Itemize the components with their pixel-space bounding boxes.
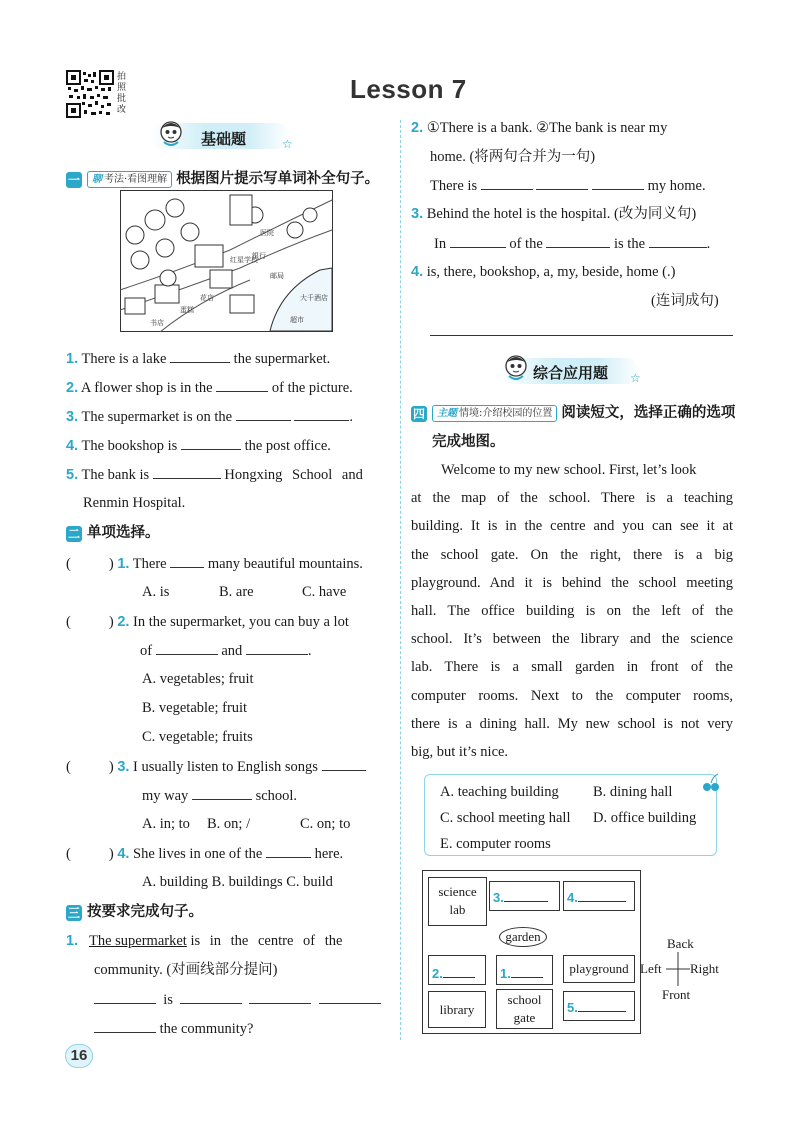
choice-q4: ( ) 4. She lives in one of the here. [66, 846, 344, 862]
answer-blank[interactable] [649, 234, 707, 248]
map-slot-4[interactable]: 4. [563, 881, 635, 911]
answer-blank[interactable] [546, 234, 610, 248]
map-playground: playground [563, 955, 635, 983]
part1-item-4: 4. The bookshop is the post office. [66, 438, 331, 454]
svg-text:书店: 书店 [150, 319, 164, 327]
answer-paren[interactable] [71, 757, 109, 771]
answer-blank[interactable] [181, 436, 241, 450]
answer-blank[interactable] [216, 378, 268, 392]
part1-badge: 一 [67, 172, 80, 187]
part4-instruction-cont: 完成地图。 [432, 434, 505, 450]
svg-text:蛋糕: 蛋糕 [180, 306, 194, 314]
answer-paren[interactable] [71, 612, 109, 626]
part3-header [66, 903, 203, 921]
answer-blank[interactable] [236, 407, 291, 421]
option-b: B. dining hall [593, 784, 673, 800]
choice-q2: ( ) 2. In the supermarket, you can buy a lot [66, 614, 349, 630]
choice-q2-opt-a[interactable]: A. vegetables; fruit [142, 671, 254, 687]
choice-q4-options[interactable]: A. building B. buildings C. build [142, 874, 333, 890]
part1-item-3: 3. The supermarket is on the . [66, 409, 353, 425]
map-slot-3[interactable]: 3. [489, 881, 560, 911]
reading-passage [411, 461, 733, 771]
passage-line: at the map of the school. There is a teaching [411, 490, 733, 507]
passage-line: hall. The office building is on the left of the [411, 602, 733, 619]
answer-blank[interactable] [319, 990, 381, 1004]
community-map-illustration [120, 190, 333, 332]
answer-blank[interactable] [450, 234, 506, 248]
answer-blank[interactable] [246, 641, 308, 655]
answer-blank[interactable] [153, 465, 221, 479]
choice-q3: ( ) 3. I usually listen to English songs [66, 757, 366, 776]
choice-q1-opt-c[interactable]: C. have [302, 584, 347, 600]
svg-text:邮局: 邮局 [270, 272, 284, 280]
passage-line: the school gate. On the right, there is a big [411, 546, 733, 563]
choice-q2-opt-c[interactable]: C. vegetable; fruits [142, 729, 253, 745]
mascot-icon [155, 118, 187, 150]
answer-blank[interactable] [592, 176, 644, 190]
map-slot-1[interactable]: 1. [496, 955, 553, 985]
rewrite-q2-line2: home. (将两句合并为一句) [430, 149, 596, 165]
answer-blank[interactable] [170, 349, 230, 363]
answer-blank[interactable] [294, 407, 349, 421]
answer-blank[interactable] [481, 176, 533, 190]
answer-blank[interactable] [94, 990, 156, 1004]
part1-instruction: 根据图片提示写单词补全句子。 [176, 171, 380, 187]
choice-q3-opt-a[interactable]: A. in; to [142, 816, 190, 832]
svg-text:红星学校: 红星学校 [230, 256, 258, 264]
mascot-icon [500, 352, 532, 384]
map-school-gate: school gate [496, 989, 553, 1029]
map-slot-2[interactable]: 2. [428, 955, 486, 985]
passage-line: building. It is in the centre and you can see it at [411, 518, 733, 535]
rewrite-q3-line2: In of the is the . [434, 236, 711, 252]
part1-item-2: 2. A flower shop is in the of the picture. [66, 380, 353, 396]
compass-cross-icon [666, 952, 690, 986]
rewrite-q2: 2. ①There is a bank. ②The bank is near my [411, 120, 668, 136]
rewrite-q4-note: (连词成句) [651, 293, 719, 309]
svg-text:超市: 超市 [290, 316, 304, 324]
lesson-title: Lesson 7 [350, 74, 467, 104]
answer-blank[interactable] [156, 641, 218, 655]
part2-instruction: 单项选择。 [87, 525, 160, 541]
option-c: C. school meeting hall [440, 810, 571, 826]
answer-blank[interactable] [266, 844, 311, 858]
section-title-applied: 综合应用题 [533, 364, 609, 382]
svg-text:银行: 银行 [252, 252, 266, 260]
rewrite-q3: 3. Behind the hotel is the hospital. (改为同义句) [411, 206, 697, 222]
qr-caption: 拍照批改 [117, 72, 127, 115]
choice-q2-line2: of and . [140, 643, 312, 659]
underlined-phrase: The supermarket [88, 933, 187, 949]
passage-line: there is a dining hall. My new school is not very [411, 715, 733, 732]
answer-blank[interactable] [170, 554, 204, 568]
part4-badge: 四 [412, 406, 425, 421]
svg-text:花店: 花店 [200, 294, 214, 302]
passage-line: Welcome to my new school. First, let’s look [441, 462, 697, 478]
choice-q3-opt-c[interactable]: C. on; to [300, 816, 351, 832]
passage-line: lab. There is a small garden in front of the [411, 659, 733, 676]
part1-header [66, 170, 379, 188]
rewrite-q2-line3: There is my home. [430, 178, 706, 194]
part1-tag: 聊 考法·看图理解 [87, 171, 172, 188]
compass-left: Left [640, 961, 662, 976]
part1-item-1: 1. There is a lake the supermarket. [66, 351, 331, 367]
answer-blank[interactable] [536, 176, 588, 190]
decoration-icon [700, 772, 722, 794]
answer-line[interactable] [430, 335, 733, 336]
options-box [424, 774, 717, 856]
rewrite-q4: 4. is, there, bookshop, a, my, beside, home (.) [411, 264, 676, 280]
option-e: E. computer rooms [440, 836, 551, 852]
rewrite-q1-line4: the community? [94, 1019, 253, 1038]
choice-q3-opt-b[interactable]: B. on; / [207, 816, 251, 832]
choice-q1-opt-b[interactable]: B. are [219, 584, 254, 600]
answer-blank[interactable] [249, 990, 311, 1004]
answer-blank[interactable] [192, 786, 252, 800]
svg-text:医院: 医院 [260, 229, 274, 237]
rewrite-q1-line3: is [94, 990, 381, 1009]
option-a: A. teaching building [440, 784, 559, 800]
choice-q3-line2: my way school. [142, 788, 298, 804]
part2-header [66, 524, 160, 542]
part2-badge: 二 [67, 526, 80, 541]
rewrite-q1-line2: community. (对画线部分提问) [94, 962, 278, 978]
rewrite-q1: 1. The supermarket is in the centre of the [66, 933, 343, 949]
school-map [422, 870, 641, 1034]
compass-front: Front [662, 987, 691, 1002]
map-library: library [428, 991, 486, 1028]
choice-q1: ( ) 1. There many beautiful mountains. [66, 556, 363, 572]
part1-item-5: 5. The bank is Hongxing School and [66, 467, 363, 483]
map-slot-5[interactable]: 5. [563, 991, 635, 1021]
choice-q1-opt-a[interactable]: A. is [142, 584, 170, 600]
part3-badge: 三 [67, 905, 80, 920]
map-garden: garden [499, 927, 547, 947]
section-title-basic: 基础题 [201, 130, 247, 148]
answer-blank[interactable] [180, 990, 242, 1004]
part4-header [411, 404, 735, 422]
star-icon: ☆ [630, 371, 641, 385]
choice-q2-opt-b[interactable]: B. vegetable; fruit [142, 700, 248, 716]
passage-line: big, but it’s nice. [411, 743, 509, 760]
part4-instruction: 阅读短文，选择正确的选项 [561, 405, 736, 421]
answer-paren[interactable] [71, 554, 109, 568]
map-science-lab: science lab [428, 877, 487, 926]
passage-line: playground. And it is behind the school meeting [411, 574, 733, 591]
passage-line: computer rooms. Next to the computer rooms, [411, 687, 733, 704]
part1-item-5-cont: Renmin Hospital. [83, 495, 186, 511]
answer-paren[interactable] [71, 844, 109, 858]
answer-blank[interactable] [94, 1019, 156, 1033]
answer-blank[interactable] [322, 757, 366, 771]
part4-tag: 主题 情境:介绍校园的位置 [432, 405, 557, 422]
passage-line: school. It’s between the library and the science [411, 631, 733, 648]
compass-right: Right [690, 961, 719, 976]
option-d: D. office building [593, 810, 697, 826]
compass-back: Back [667, 936, 694, 951]
star-icon: ☆ [282, 137, 293, 151]
part3-instruction: 按要求完成句子。 [87, 904, 203, 920]
qr-code[interactable] [66, 70, 114, 118]
column-divider [400, 120, 401, 1040]
page-number: 16 [65, 1044, 93, 1068]
svg-text:大千酒店: 大千酒店 [300, 294, 328, 302]
